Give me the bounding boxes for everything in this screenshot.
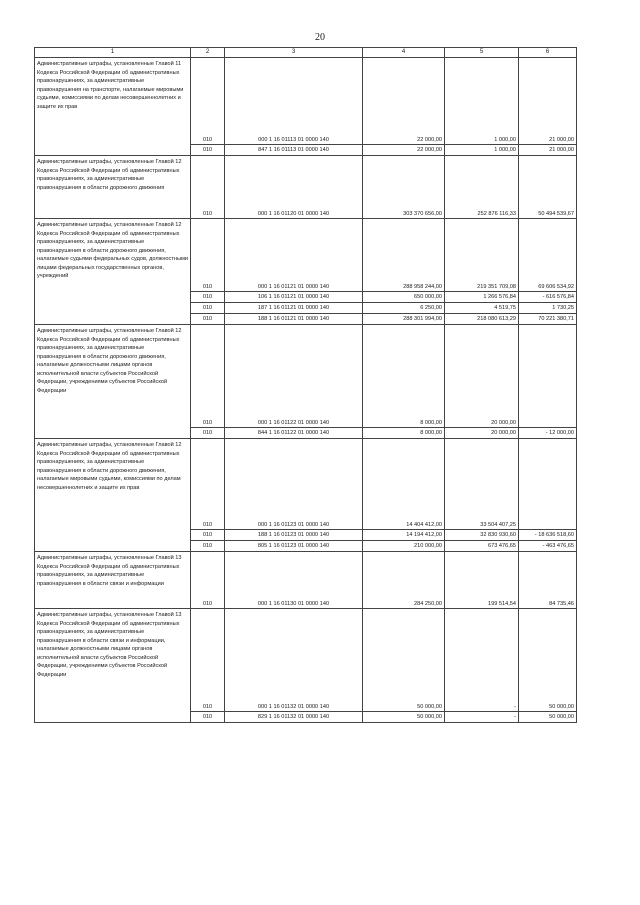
line-code-cell: 010 bbox=[191, 156, 225, 219]
executed-amount-cell: 199 514,54 bbox=[445, 552, 519, 609]
approved-amount-cell: 8 000,00 bbox=[363, 428, 445, 439]
executed-amount-cell: 33 504 407,25 bbox=[445, 439, 519, 530]
table-row bbox=[35, 58, 577, 145]
executed-amount-cell: 1 266 576,84 bbox=[445, 292, 519, 303]
line-code-cell: 010 bbox=[191, 58, 225, 145]
line-code-cell: 010 bbox=[191, 219, 225, 292]
budget-code-cell: 187 1 16 01121 01 0000 140 bbox=[225, 303, 363, 314]
unexecuted-amount-cell: 50 000,00 bbox=[519, 712, 577, 723]
approved-amount-cell: 303 370 656,00 bbox=[363, 156, 445, 219]
table-row bbox=[35, 609, 577, 712]
approved-amount-cell: 288 958 244,00 bbox=[363, 219, 445, 292]
approved-amount-cell: 50 000,00 bbox=[363, 609, 445, 712]
column-header: 3 bbox=[225, 48, 363, 58]
line-code-cell: 010 bbox=[191, 552, 225, 609]
line-code-cell: 010 bbox=[191, 428, 225, 439]
budget-code-cell: 000 1 16 01130 01 0000 140 bbox=[225, 552, 363, 609]
executed-amount-cell: 4 519,75 bbox=[445, 303, 519, 314]
unexecuted-amount-cell: - 463 476,65 bbox=[519, 541, 577, 552]
approved-amount-cell: 210 000,00 bbox=[363, 541, 445, 552]
unexecuted-amount-cell: - 18 636 518,60 bbox=[519, 530, 577, 541]
column-header: 4 bbox=[363, 48, 445, 58]
report-table bbox=[34, 47, 577, 723]
budget-code-cell: 000 1 16 01132 01 0000 140 bbox=[225, 609, 363, 712]
executed-amount-cell: 252 876 116,33 bbox=[445, 156, 519, 219]
row-description: Административные штрафы, установленные Главой 13 Кодекса Российской Федерации об административных правонарушениях, за административные правонарушения в области связи и информации bbox=[35, 552, 191, 609]
table-row bbox=[35, 219, 577, 292]
line-code-cell: 010 bbox=[191, 712, 225, 723]
row-description: Административные штрафы, установленные Главой 12 Кодекса Российской Федерации об административных правонарушениях, за административные правонарушения в области дорожного движения, налагаемые судьями федеральных судов, должностными лицами федеральных государственных органов, учреждений bbox=[35, 219, 191, 325]
unexecuted-amount-cell: 84 735,46 bbox=[519, 552, 577, 609]
line-code-cell: 010 bbox=[191, 325, 225, 428]
executed-amount-cell: 219 351 709,08 bbox=[445, 219, 519, 292]
line-code-cell: 010 bbox=[191, 541, 225, 552]
row-description: Административные штрафы, установленные Главой 12 Кодекса Российской Федерации об административных правонарушениях, за административные правонарушения в области дорожного движения, налагаемые мировыми судьями, комиссиями по делам несовершеннолетних и защите их прав bbox=[35, 439, 191, 552]
table-row bbox=[35, 439, 577, 530]
approved-amount-cell: 14 404 412,00 bbox=[363, 439, 445, 530]
page-number: 20 bbox=[315, 32, 325, 43]
budget-code-cell: 188 1 16 01121 01 0000 140 bbox=[225, 314, 363, 325]
budget-code-cell: 829 1 16 01132 01 0000 140 bbox=[225, 712, 363, 723]
line-code-cell: 010 bbox=[191, 314, 225, 325]
row-description: Административные штрафы, установленные Главой 12 Кодекса Российской Федерации об административных правонарушениях, за административные правонарушения в области дорожного движения bbox=[35, 156, 191, 219]
unexecuted-amount-cell: 21 000,00 bbox=[519, 145, 577, 156]
executed-amount-cell: 20 000,00 bbox=[445, 325, 519, 428]
approved-amount-cell: 50 000,00 bbox=[363, 712, 445, 723]
unexecuted-amount-cell bbox=[519, 325, 577, 428]
column-header: 1 bbox=[35, 48, 191, 58]
line-code-cell: 010 bbox=[191, 145, 225, 156]
approved-amount-cell: 22 000,00 bbox=[363, 145, 445, 156]
approved-amount-cell: 22 000,00 bbox=[363, 58, 445, 145]
unexecuted-amount-cell: 21 000,00 bbox=[519, 58, 577, 145]
budget-code-cell: 106 1 16 01121 01 0000 140 bbox=[225, 292, 363, 303]
executed-amount-cell: 673 476,65 bbox=[445, 541, 519, 552]
row-description: Административные штрафы, установленные Главой 12 Кодекса Российской Федерации об административных правонарушениях, за административные правонарушения в области дорожного движения, налагаемые должностными лицами органов исполнительной власти субъектов Российской Федерации, учреждениями субъектов Российской Федерации bbox=[35, 325, 191, 439]
unexecuted-amount-cell: - 616 576,84 bbox=[519, 292, 577, 303]
approved-amount-cell: 284 250,00 bbox=[363, 552, 445, 609]
unexecuted-amount-cell: 69 606 534,92 bbox=[519, 219, 577, 292]
line-code-cell: 010 bbox=[191, 609, 225, 712]
budget-code-cell: 805 1 16 01123 01 0000 140 bbox=[225, 541, 363, 552]
approved-amount-cell: 6 250,00 bbox=[363, 303, 445, 314]
executed-amount-cell: 32 830 930,60 bbox=[445, 530, 519, 541]
column-header: 2 bbox=[191, 48, 225, 58]
executed-amount-cell: 20 000,00 bbox=[445, 428, 519, 439]
line-code-cell: 010 bbox=[191, 303, 225, 314]
unexecuted-amount-cell: 1 730,25 bbox=[519, 303, 577, 314]
executed-amount-cell: 218 080 613,29 bbox=[445, 314, 519, 325]
line-code-cell: 010 bbox=[191, 530, 225, 541]
approved-amount-cell: 8 000,00 bbox=[363, 325, 445, 428]
column-header: 5 bbox=[445, 48, 519, 58]
budget-code-cell: 000 1 16 01122 01 0000 140 bbox=[225, 325, 363, 428]
executed-amount-cell: 1 000,00 bbox=[445, 145, 519, 156]
unexecuted-amount-cell: 50 000,00 bbox=[519, 609, 577, 712]
unexecuted-amount-cell: - 12 000,00 bbox=[519, 428, 577, 439]
executed-amount-cell: - bbox=[445, 609, 519, 712]
column-header-row bbox=[35, 48, 577, 58]
budget-code-cell: 188 1 16 01123 01 0000 140 bbox=[225, 530, 363, 541]
line-code-cell: 010 bbox=[191, 292, 225, 303]
approved-amount-cell: 288 301 994,00 bbox=[363, 314, 445, 325]
column-header: 6 bbox=[519, 48, 577, 58]
budget-code-cell: 000 1 16 01121 01 0000 140 bbox=[225, 219, 363, 292]
table-row bbox=[35, 156, 577, 219]
unexecuted-amount-cell bbox=[519, 439, 577, 530]
budget-code-cell: 847 1 16 01113 01 0000 140 bbox=[225, 145, 363, 156]
approved-amount-cell: 14 194 412,00 bbox=[363, 530, 445, 541]
unexecuted-amount-cell: 50 494 539,67 bbox=[519, 156, 577, 219]
budget-code-cell: 000 1 16 01113 01 0000 140 bbox=[225, 58, 363, 145]
row-description: Административные штрафы, установленные Главой 13 Кодекса Российской Федерации об административных правонарушениях, за административные правонарушения в области связи и информации, налагаемые должностными лицами органов исполнительной власти субъектов Российской Федерации, учреждениями субъектов Российской Федерации bbox=[35, 609, 191, 723]
table-row bbox=[35, 325, 577, 428]
unexecuted-amount-cell: 70 221 380,71 bbox=[519, 314, 577, 325]
line-code-cell: 010 bbox=[191, 439, 225, 530]
executed-amount-cell: - bbox=[445, 712, 519, 723]
budget-code-cell: 000 1 16 01120 01 0000 140 bbox=[225, 156, 363, 219]
report-body bbox=[35, 48, 577, 723]
approved-amount-cell: 650 000,00 bbox=[363, 292, 445, 303]
executed-amount-cell: 1 000,00 bbox=[445, 58, 519, 145]
table-row bbox=[35, 552, 577, 609]
row-description: Административные штрафы, установленные Главой 11 Кодекса Российской Федерации об административных правонарушениях, за административные правонарушения на транспорте, налагаемые мировыми судьями, комиссиями по делам несовершеннолетних и защите их прав bbox=[35, 58, 191, 156]
budget-code-cell: 844 1 16 01122 01 0000 140 bbox=[225, 428, 363, 439]
budget-code-cell: 000 1 16 01123 01 0000 140 bbox=[225, 439, 363, 530]
